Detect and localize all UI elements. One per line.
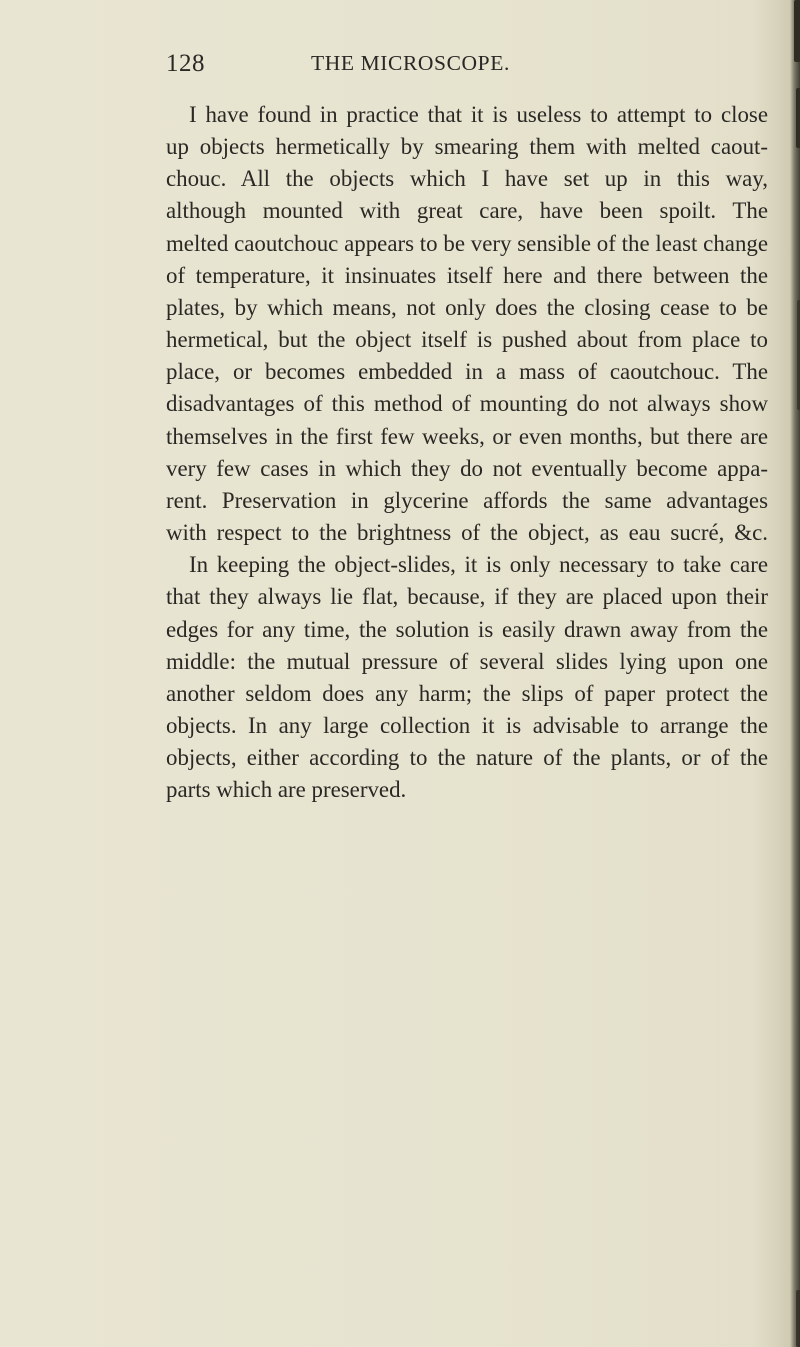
text-line: that they always lie flat, because, if they are placed upon their — [166, 584, 768, 610]
running-head — [0, 50, 800, 80]
text-line: another seldom does any harm; the slips of paper protect the — [166, 680, 768, 706]
text-line: chouc. All the objects which I have set up in this way, — [166, 166, 768, 192]
text-line: objects. In any large collection it is advisable to arrange the — [166, 712, 768, 738]
text-line: of temperature, it insinuates itself here and there between the — [166, 262, 768, 288]
text-line: middle: the mutual pressure of several slides lying upon one — [166, 648, 768, 674]
text-line: objects, either according to the nature of the plants, or of the — [166, 745, 768, 771]
text-line: I have found in practice that it is useless to attempt to close — [189, 102, 768, 127]
text-line: disadvantages of this method of mounting do not always show — [166, 391, 768, 417]
body-text — [166, 99, 768, 806]
text-line: parts which are preserved. — [166, 777, 407, 803]
page-edge-mark — [796, 1290, 800, 1347]
text-line: melted caoutchouc appears to be very sensible of the least change — [166, 230, 768, 256]
text-line: although mounted with great care, have been spoilt. The — [166, 198, 768, 224]
text-line: In keeping the object-slides, it is only necessary to take care — [189, 552, 768, 578]
text-line: up objects hermetically by smearing them with melted caout- — [166, 134, 768, 160]
text-line: edges for any time, the solution is easily drawn away from the — [166, 616, 768, 642]
text-line: hermetical, but the object itself is pushed about from place to — [166, 327, 768, 353]
text-line: place, or becomes embedded in a mass of caoutchouc. The — [166, 359, 768, 385]
running-title: THE MICROSCOPE. — [311, 51, 510, 75]
text-line: with respect to the brightness of the object, as eau sucré, &c. — [166, 520, 768, 546]
text-line: themselves in the first few weeks, or even months, but there are — [166, 423, 768, 449]
page-edge-mark — [796, 88, 800, 148]
text-line: very few cases in which they do not eventually become appa- — [166, 455, 768, 481]
page-edge-shadow — [790, 0, 800, 1347]
text-line: plates, by which means, not only does the closing cease to be — [166, 294, 768, 320]
page-number: 128 — [166, 50, 205, 77]
text-line: rent. Preservation in glycerine affords the same advantages — [166, 487, 768, 513]
